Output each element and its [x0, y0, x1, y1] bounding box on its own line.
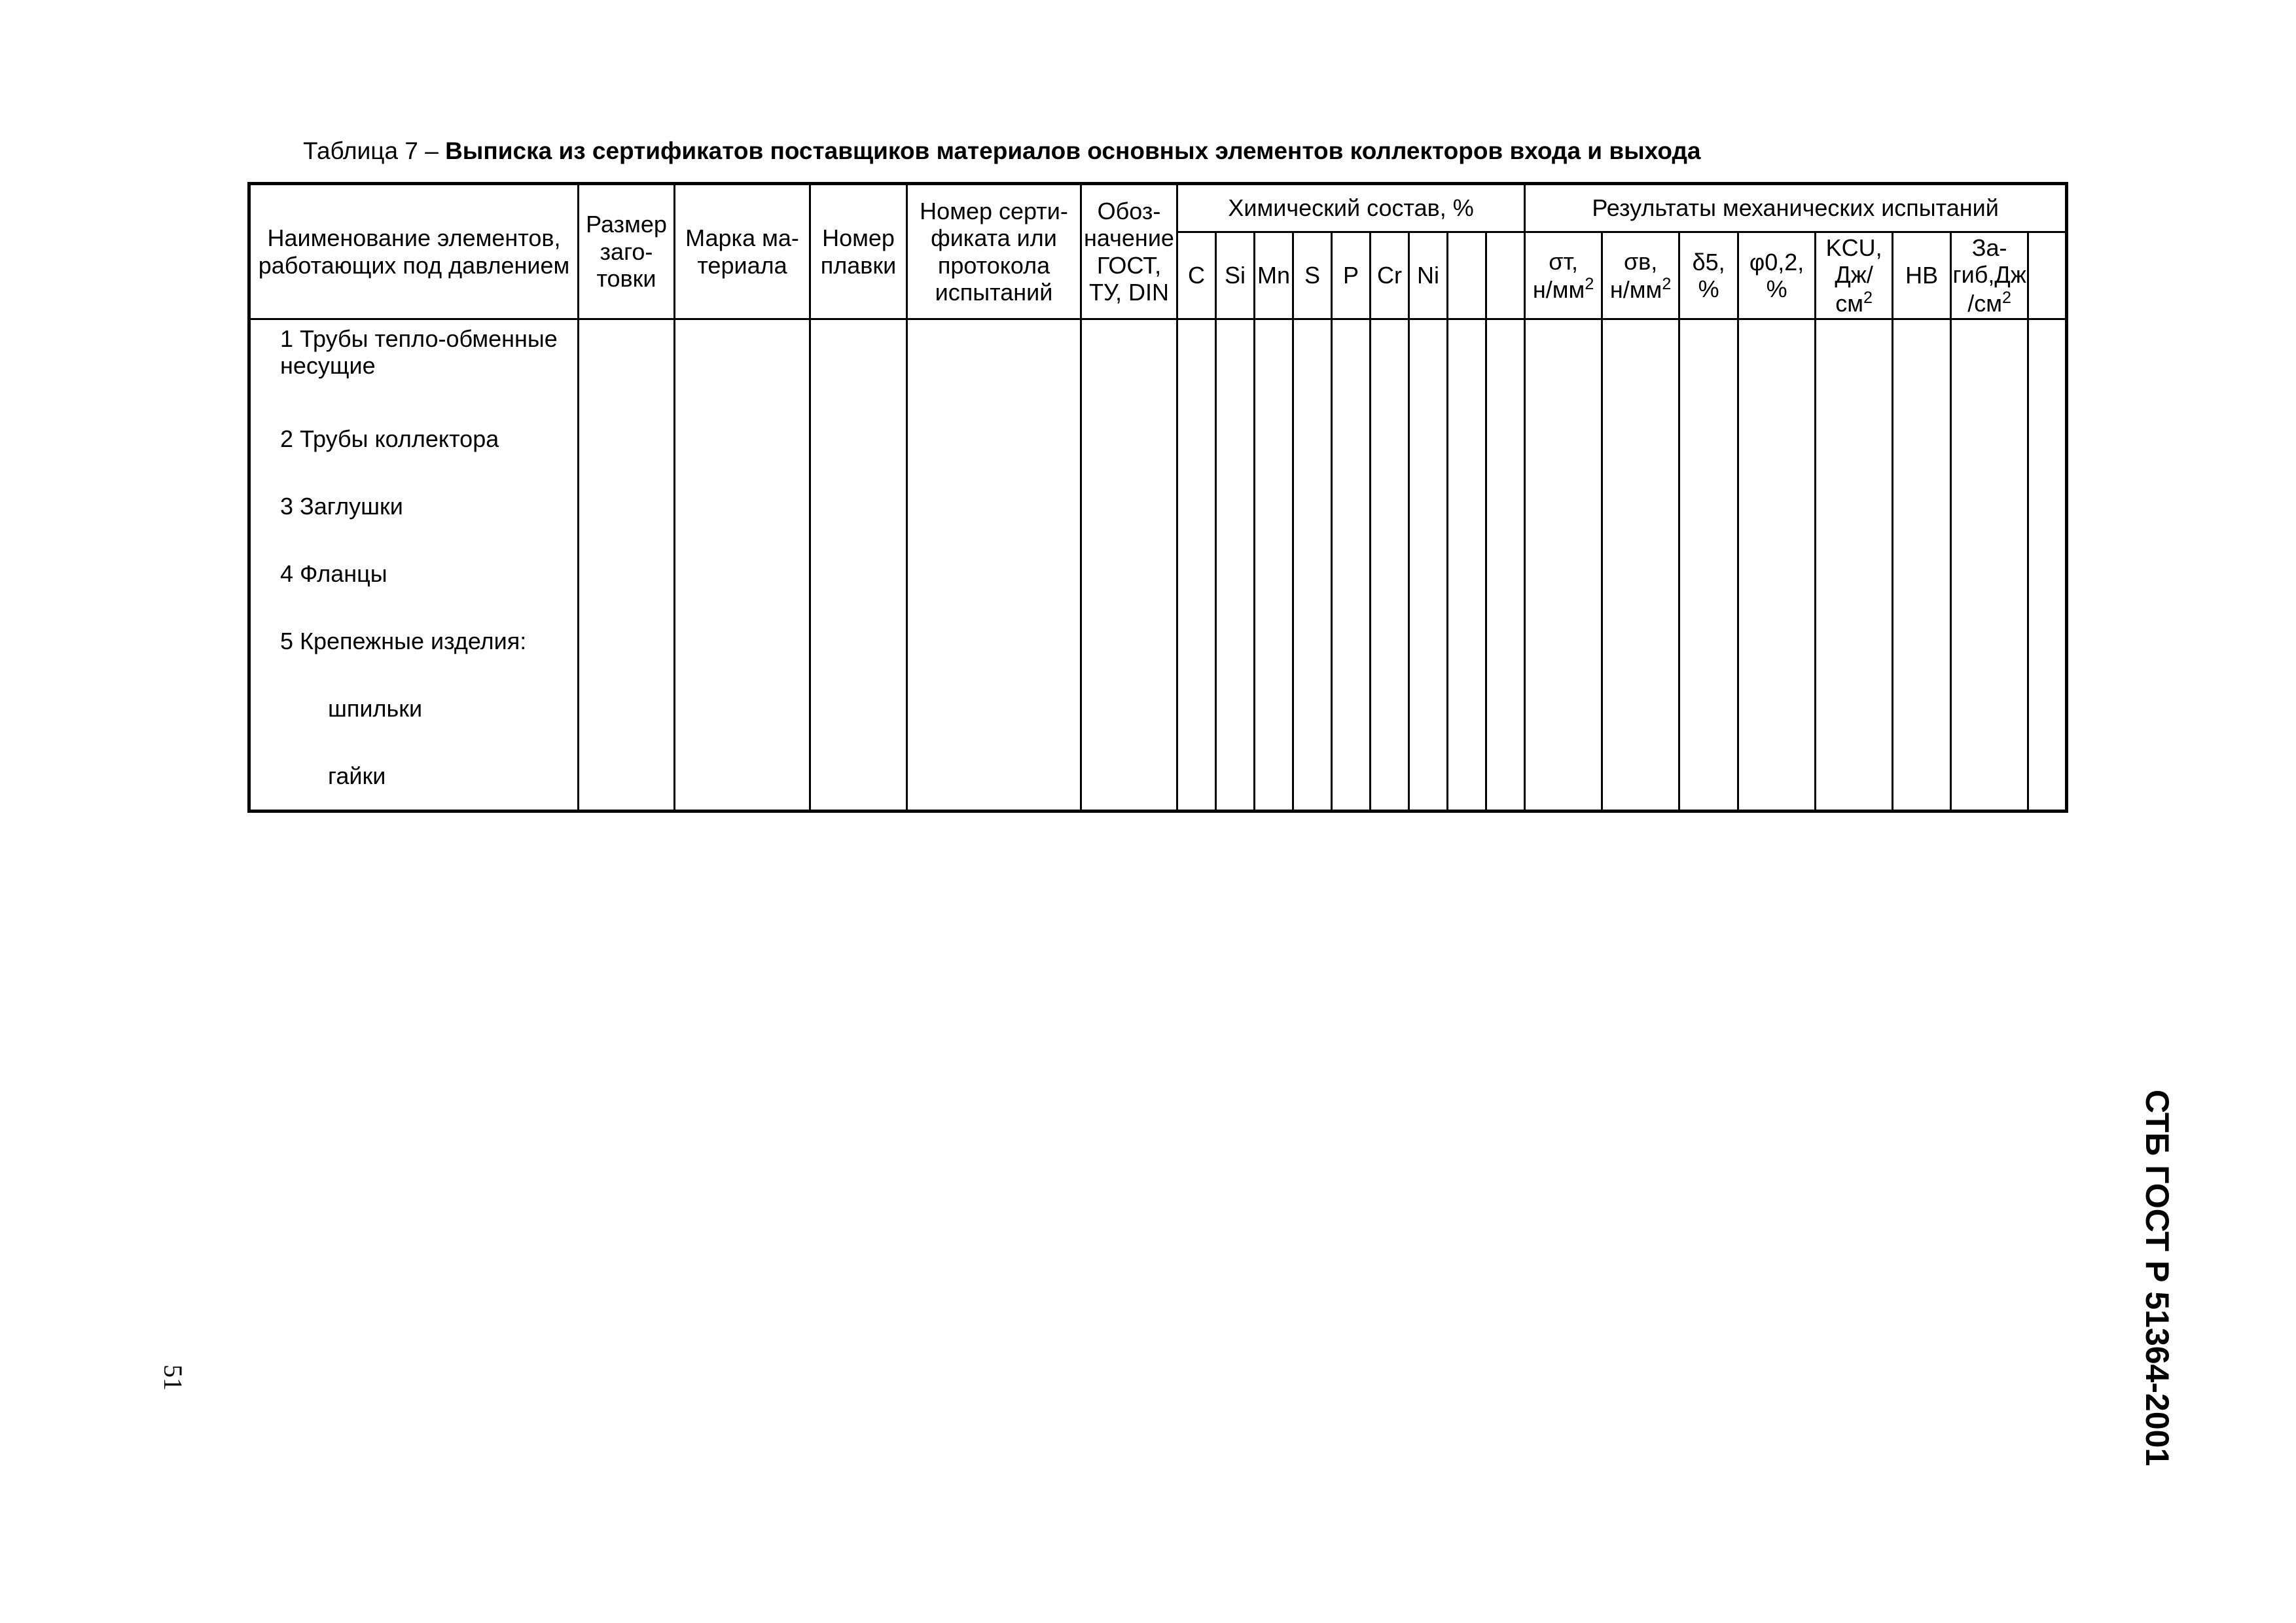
- empty-cell: [1409, 319, 1448, 812]
- empty-cell: [907, 319, 1081, 812]
- chem-col-p: P: [1332, 232, 1371, 319]
- header-element-name: Наименование элементов, работающих под давлением: [249, 184, 579, 319]
- empty-cell: [1448, 319, 1486, 812]
- list-item: гайки: [328, 762, 386, 789]
- list-item: 2 Трубы коллектора: [280, 425, 499, 452]
- mech-col-phi: φ0,2, %: [1738, 232, 1816, 319]
- empty-cell: [1738, 319, 1816, 812]
- empty-cell: [579, 319, 675, 812]
- list-item: шпильки: [328, 694, 423, 722]
- chem-col-si: Si: [1216, 232, 1255, 319]
- empty-cell: [1332, 319, 1371, 812]
- header-melt-number: Номер плавки: [810, 184, 907, 319]
- list-item: 5 Крепежные изделия:: [280, 627, 527, 654]
- header-material-grade: Марка ма-териала: [675, 184, 810, 319]
- empty-cell: [1255, 319, 1293, 812]
- header-standard: Обоз-начение ГОСТ, ТУ, DIN: [1081, 184, 1177, 319]
- mech-col-hb: НВ: [1893, 232, 1951, 319]
- empty-cell: [1486, 319, 1525, 812]
- empty-cell: [1816, 319, 1893, 812]
- chem-col-blank-2: [1486, 232, 1525, 319]
- table-caption: [303, 137, 1701, 165]
- header-certificate-number: Номер серти-фиката или протокола испытаний: [907, 184, 1081, 319]
- mech-col-bend: За-гиб,Дж $/см^2$: [1951, 232, 2028, 319]
- list-item: 1 Трубы тепло-обменные несущие: [280, 325, 558, 380]
- certificate-table: [247, 182, 2068, 813]
- empty-cell: [1293, 319, 1332, 812]
- mech-col-delta5: δ5, %: [1679, 232, 1738, 319]
- chem-col-blank-1: [1448, 232, 1486, 319]
- page-number: 51: [158, 1364, 188, 1391]
- empty-cell: [1679, 319, 1738, 812]
- header-blank-size: Размер заго-товки: [579, 184, 675, 319]
- empty-cell: [1216, 319, 1255, 812]
- caption-title: Выписка из сертификатов поставщиков материалов основных элементов коллекторов входа и выхода: [445, 137, 1701, 164]
- mech-col-kcu: KCU, $Дж/см^2$: [1816, 232, 1893, 319]
- empty-cell: [1893, 319, 1951, 812]
- header-row-1: [249, 184, 2067, 232]
- caption-prefix: Таблица 7 –: [303, 137, 446, 164]
- list-item: 4 Фланцы: [280, 560, 387, 587]
- header-mechanical-results: Результаты механических испытаний: [1525, 184, 2067, 232]
- chem-col-mn: Mn: [1255, 232, 1293, 319]
- empty-cell: [1525, 319, 1602, 812]
- empty-cell: [810, 319, 907, 812]
- header-chemical-composition: Химический состав, %: [1177, 184, 1525, 232]
- list-item: 3 Заглушки: [280, 492, 403, 520]
- element-list-cell: [249, 319, 579, 812]
- table-body-row: [249, 319, 2067, 812]
- chem-col-cr: Cr: [1371, 232, 1409, 319]
- chem-col-c: C: [1177, 232, 1216, 319]
- mech-col-sigma-v: σв, $н/мм^2$: [1602, 232, 1679, 319]
- mech-col-sigma-t: σт, $н/мм^2$: [1525, 232, 1602, 319]
- chem-col-s: S: [1293, 232, 1332, 319]
- empty-cell: [1602, 319, 1679, 812]
- empty-cell: [2028, 319, 2067, 812]
- empty-cell: [1951, 319, 2028, 812]
- standard-code: СТБ ГОСТ Р 51364-2001: [2139, 1090, 2176, 1467]
- empty-cell: [1081, 319, 1177, 812]
- empty-cell: [1371, 319, 1409, 812]
- mech-col-blank: [2028, 232, 2067, 319]
- empty-cell: [675, 319, 810, 812]
- empty-cell: [1177, 319, 1216, 812]
- chem-col-ni: Ni: [1409, 232, 1448, 319]
